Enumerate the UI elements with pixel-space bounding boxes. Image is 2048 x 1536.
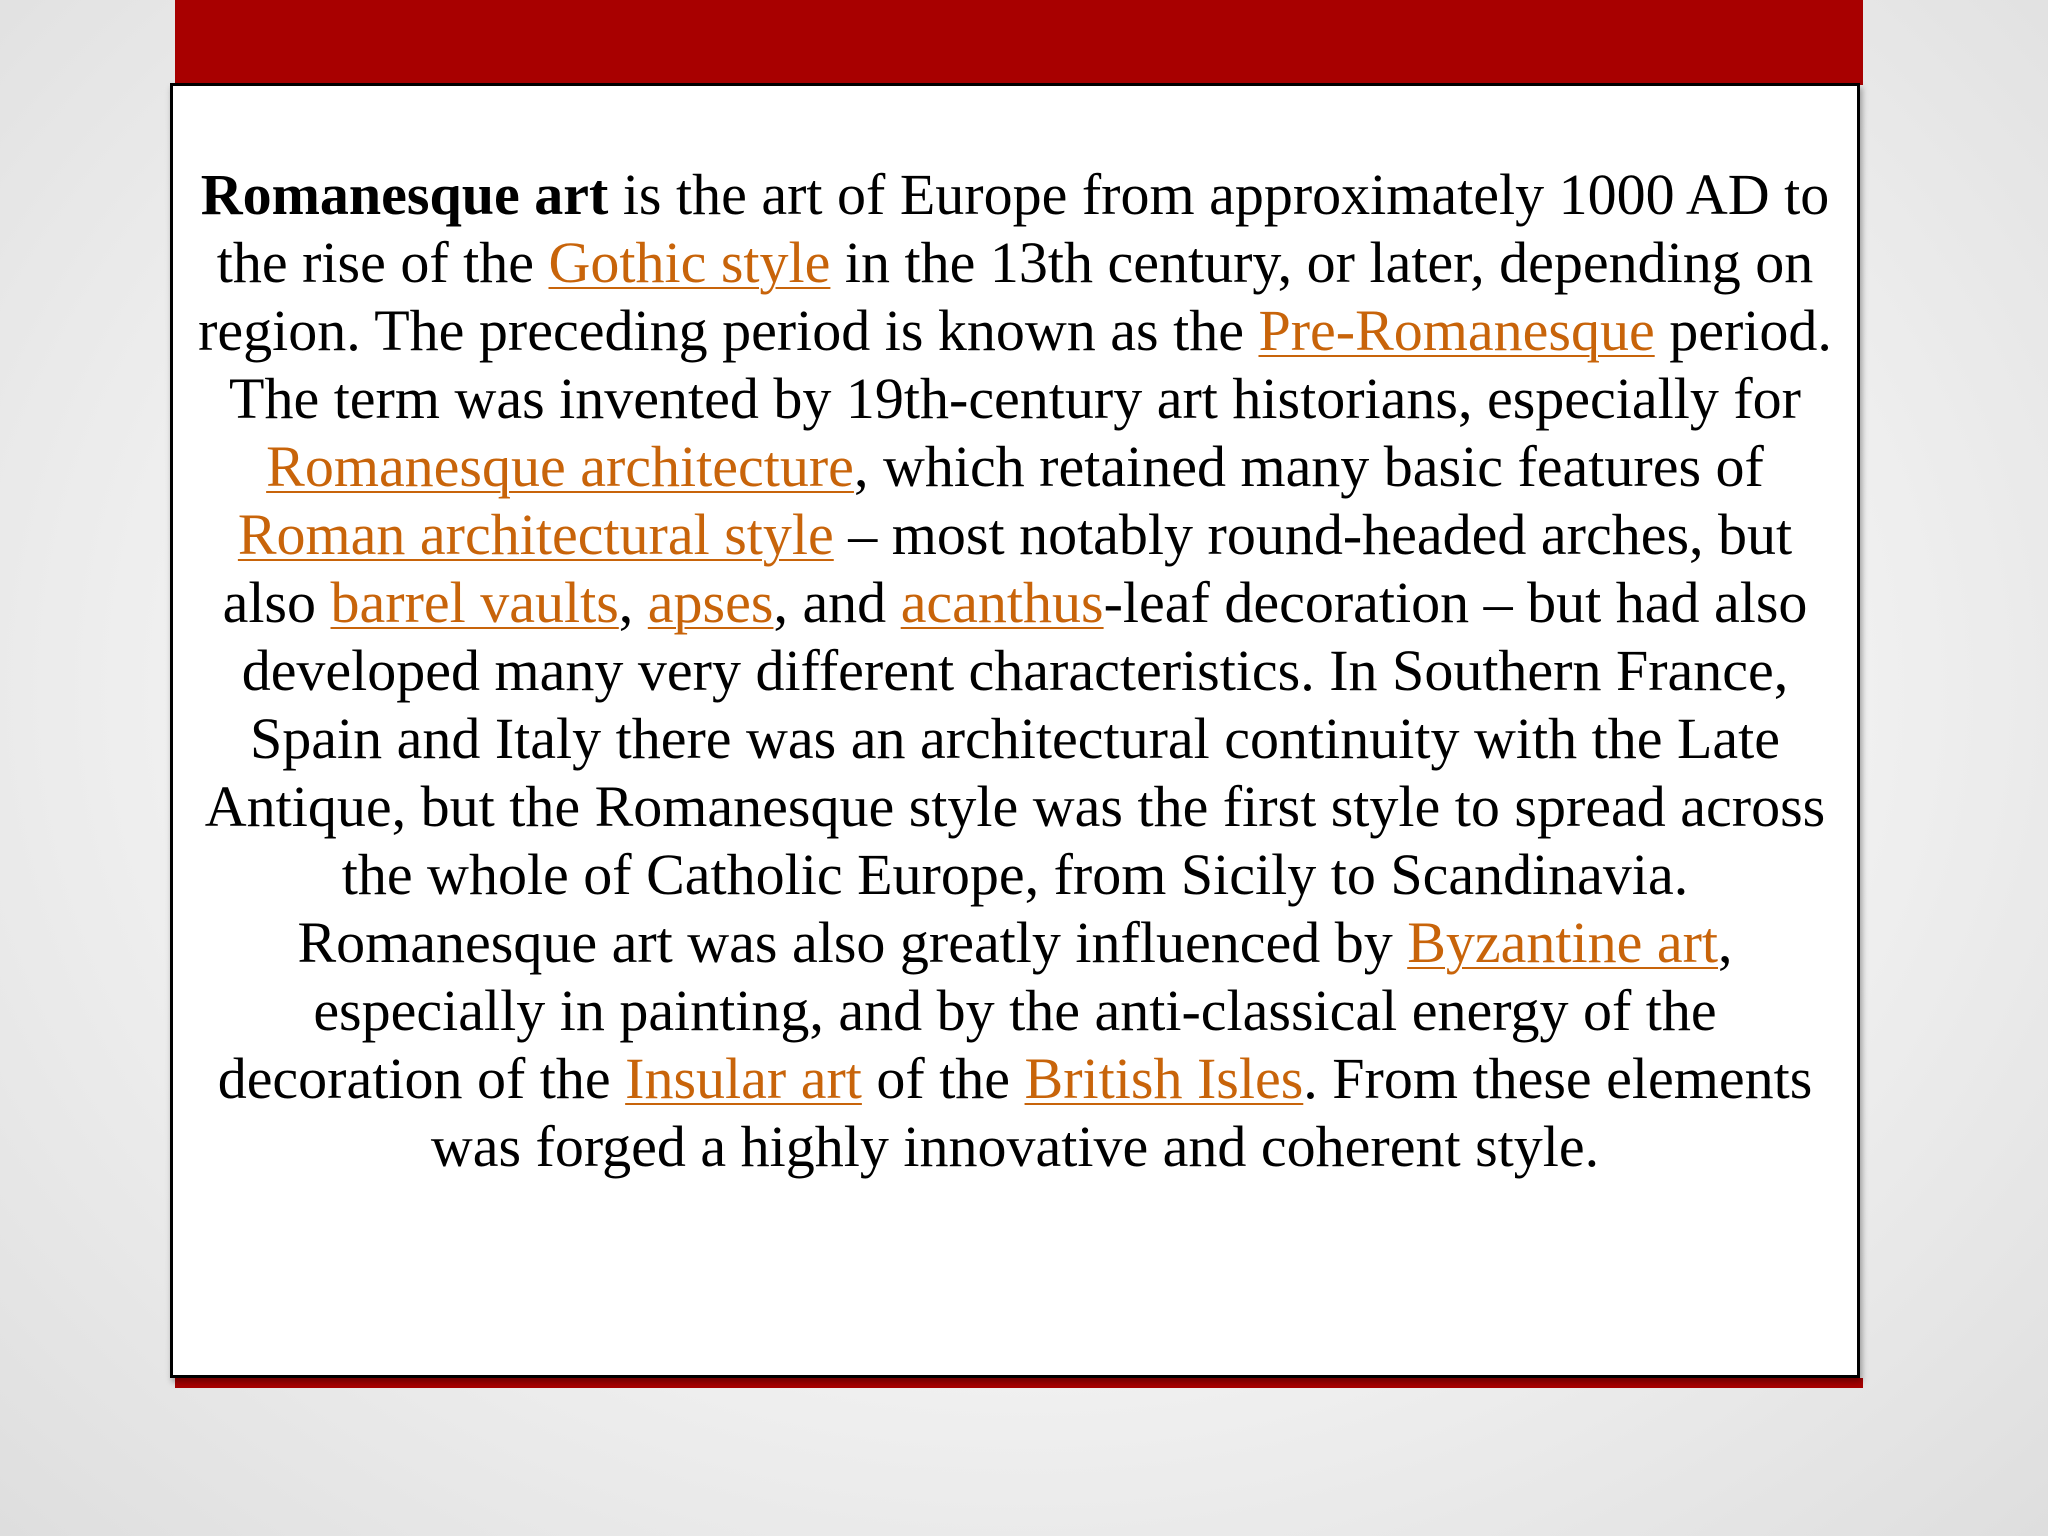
text-segment: . From these elements was forged a highly innovative and coherent style. [430,1046,1813,1179]
text-segment: , [618,570,648,635]
term-bold: Romanesque art [200,162,609,227]
text-box [170,83,1860,1378]
footer-red-accent [175,1378,1863,1388]
text-segment: of the [861,1046,1025,1111]
text-segment: in the 13th century, or later, depending on region. The preceding period is known as the [198,230,1814,363]
link-insular-art[interactable]: Insular art [625,1046,862,1111]
link-acanthus[interactable]: acanthus [900,570,1104,635]
link-barrel-vaults[interactable]: barrel vaults [330,570,619,635]
text-segment: is the art of Europe from approximately 1000 AD to the rise of the [216,162,1830,295]
text-segment: , especially in painting, and by the anti-classical energy of the decoration of the [217,910,1733,1111]
link-pre-romanesque[interactable]: Pre-Romanesque [1258,298,1655,363]
text-segment: , and [773,570,901,635]
link-romanesque-architecture[interactable]: Romanesque architecture [266,434,854,499]
link-apses[interactable]: apses [647,570,774,635]
text-segment: period. The term was invented by 19th-century art historians, especially for [229,298,1832,431]
text-segment: -leaf decoration – but had also developed many very different characteristics. In Southern France, Spain and Italy there was an architectural continuity with the Late Antique, but the Romanesque style was the first style to spread across the whole of Catholic Europe, from Sicily to Scandinavia. Romanesque art was also greatly influenced by [204,570,1826,975]
link-byzantine-art[interactable]: Byzantine art [1407,910,1719,975]
link-gothic-style[interactable]: Gothic style [548,230,831,295]
link-roman-architectural-style[interactable]: Roman architectural style [237,502,834,567]
header-red-band [175,0,1863,85]
text-segment: – most notably round-headed arches, but also [222,502,1793,635]
link-british-isles[interactable]: British Isles [1024,1046,1304,1111]
text-segment: , which retained many basic features of [853,434,1764,499]
body-paragraph [193,161,1837,1181]
